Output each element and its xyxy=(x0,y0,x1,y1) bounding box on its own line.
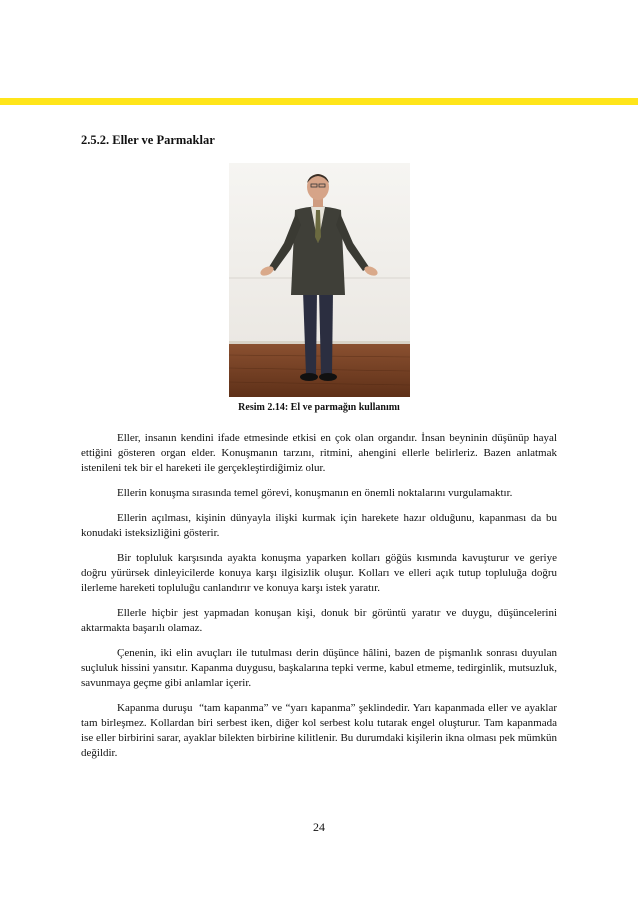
paragraph: Çenenin, iki elin avuçları ile tutulması derin düşünce hâlini, bazen de pişmanlık sonrası duyulan suçluluk hissini yansıtır. Kapanma duygusu, başkalarına tepki verme, kabul etmeme, tedirginlik, mutsuzluk, savunmaya geçme gibi anlamlar içerir. xyxy=(81,647,557,689)
header-accent-bar xyxy=(0,98,638,105)
man-presenting-illustration xyxy=(229,163,410,397)
section-heading: 2.5.2. Eller ve Parmaklar xyxy=(81,133,215,147)
paragraph: Bir topluluk karşısında ayakta konuşma yaparken kolları göğüs kısmında kavuşturur ve geriye doğru yürürsek dinleyicilerde konuya karşı ilgisizlik oluşur. Kolları ve elleri açık tutup topluluğa doğru ilerleme hareketi topluluğu canlandırır ve konuya karşı istek yaratır. xyxy=(81,552,557,594)
paragraph: Ellerin konuşma sırasında temel görevi, konuşmanın en önemli noktalarını vurgulamaktır. xyxy=(117,487,513,499)
figure-photo xyxy=(229,163,410,397)
paragraph: Ellerin açılması, kişinin dünyayla ilişki kurmak için harekete hazır olduğunu, kapanması da bu konudaki isteksizliğini gösterir. xyxy=(81,512,557,539)
figure-caption: Resim 2.14: El ve parmağın kullanımı xyxy=(238,402,400,413)
page-number: 24 xyxy=(313,820,325,834)
paragraph: Kapanma duruşu “tam kapanma” ve “yarı kapanma” şeklindedir. Yarı kapanmada eller ve ayaklar tam birleşmez. Kollardan biri serbest iken, diğer kol serbest kolu tutarak engel oluşturur. Tam kapanmada ise eller birbirini sarar, ayaklar bilekten birbirine kilitlenir. Bu durumdaki kişilerin ikna olması pek mümkün değildir. xyxy=(81,702,557,759)
paragraph: Eller, insanın kendini ifade etmesinde etkisi en çok olan organdır. İnsan beyninin düşünüp hayal ettiğini gösteren organ elder. Konuşmanın tarzını, ritmini, ahengini ellerle belirleriz. Bazen anlatmak istenileni tek bir el hareketi ile gerçekleştirdiğimiz olur. xyxy=(81,432,557,474)
body-text xyxy=(81,431,557,771)
paragraph: Ellerle hiçbir jest yapmadan konuşan kişi, donuk bir görüntü yaratır ve duygu, düşüncelerini aktarmakta başarılı olamaz. xyxy=(81,607,557,634)
